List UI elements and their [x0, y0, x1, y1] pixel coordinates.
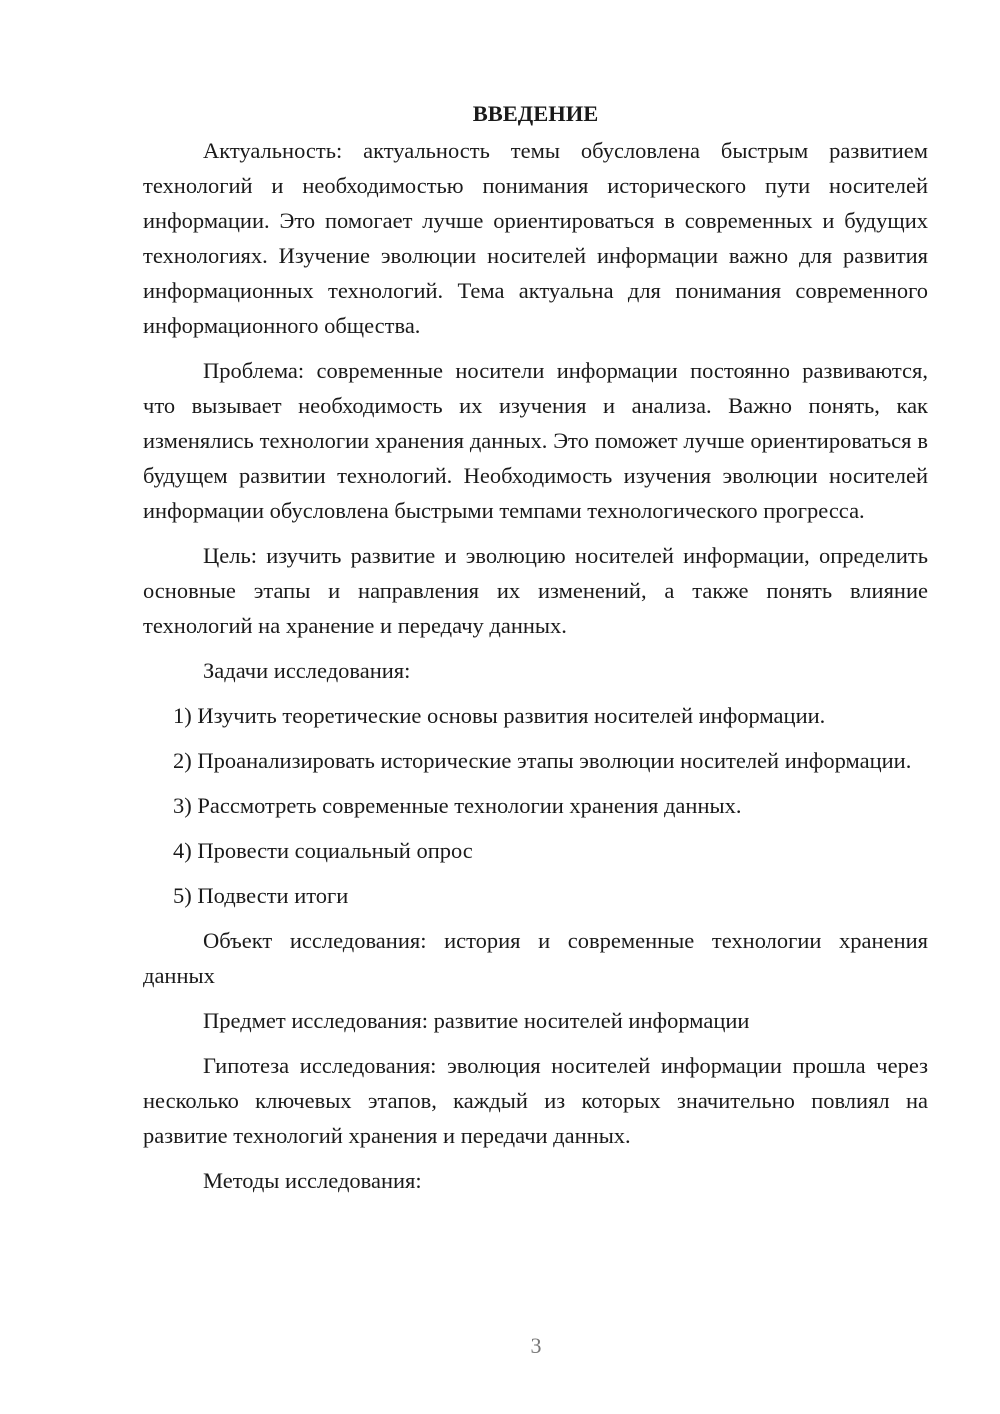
- paragraph-hypothesis: Гипотеза исследования: эволюция носителей информации прошла через несколько ключевых этапов, каждый из которых значительно повлиял на развитие технологий хранения и передачи данных.: [143, 1053, 928, 1148]
- task-item-3: 3) Рассмотреть современные технологии хранения данных.: [173, 793, 742, 818]
- page-body: [143, 96, 928, 1208]
- paragraph-goal: Цель: изучить развитие и эволюцию носителей информации, определить основные этапы и направления их изменений, а также понять влияние технологий на хранение и передачу данных.: [143, 543, 928, 638]
- page-number: 3: [530, 1333, 542, 1358]
- task-item-4: 4) Провести социальный опрос: [173, 838, 473, 863]
- paragraph-tasks-heading: Задачи исследования:: [203, 658, 411, 683]
- paragraph-subject: Предмет исследования: развитие носителей информации: [203, 1008, 750, 1033]
- paragraph-problem: Проблема: современные носители информации постоянно развиваются, что вызывает необходимость их изучения и анализа. Важно понять, как изменялись технологии хранения данных. Это поможет лучше ориентироваться в будущем развитии технологий. Необходимость изучения эволюции носителей информации обусловлена быстрыми темпами технологического прогресса.: [143, 358, 928, 523]
- section-title: ВВЕДЕНИЕ: [472, 101, 599, 126]
- paragraph-relevance: Актуальность: актуальность темы обусловлена быстрым развитием технологий и необходимостью понимания исторического пути носителей информации. Это помогает лучше ориентироваться в современных и будущих технологиях. Изучение эволюции носителей информации важно для развития информационных технологий. Тема актуальна для понимания современного информационного общества.: [143, 138, 928, 338]
- paragraph-methods: Методы исследования:: [203, 1168, 422, 1193]
- task-item-1: 1) Изучить теоретические основы развития носителей информации.: [173, 703, 826, 728]
- task-item-5: 5) Подвести итоги: [173, 883, 349, 908]
- task-item-2: 2) Проанализировать исторические этапы эволюции носителей информации.: [173, 748, 912, 773]
- paragraph-object: Объект исследования: история и современные технологии хранения данных: [143, 928, 928, 988]
